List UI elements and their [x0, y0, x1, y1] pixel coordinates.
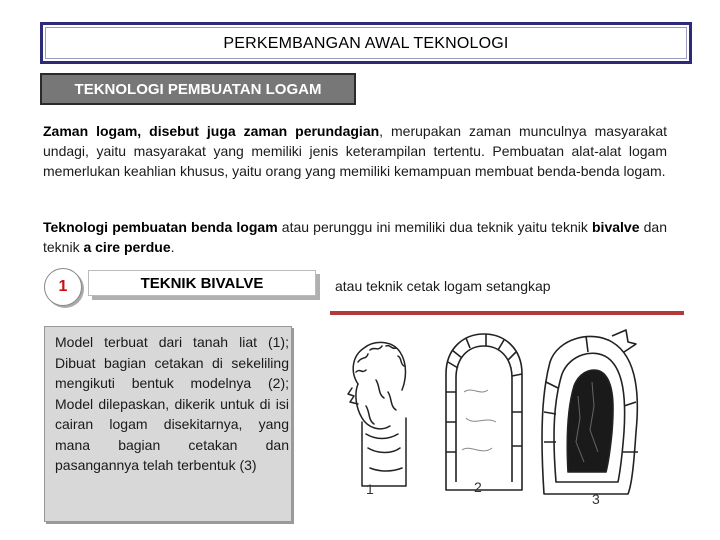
intro-lead: Zaman logam, disebut juga zaman perundagian	[43, 123, 380, 139]
title-box	[40, 22, 692, 64]
process-text: Model terbuat dari tanah liat (1); Dibuat bagian cetakan di sekeliling mengikuti bentuk modelnya (2); Model dilepaskan, dikerik untuk di isi cairan logam disekitarnya, yang mana bagian cetakan dan pasangannya telah terbentuk (3)	[55, 334, 289, 473]
technique-text-end: .	[170, 239, 175, 255]
figure-label-1: 1	[366, 481, 374, 497]
number-badge	[44, 268, 82, 306]
divider-line	[330, 311, 684, 315]
mold-half-figure	[446, 334, 522, 490]
bivalve-illustration	[336, 322, 682, 516]
figure-label-3: 3	[592, 491, 600, 507]
section-subtitle: TEKNOLOGI PEMBUATAN LOGAM	[74, 81, 322, 98]
technique-text-2: dan teknik	[43, 219, 667, 255]
mold-assembled-figure	[542, 330, 638, 494]
technique-heading: TEKNIK BIVALVE	[140, 275, 264, 292]
technique-paragraph	[43, 217, 667, 257]
badge-number: 1	[58, 278, 68, 295]
technique-lead: Teknologi pembuatan benda logam	[43, 219, 278, 235]
intro-rest: , merupakan zaman munculnya masyarakat undagi, yaitu masyarakat yang memiliki jenis keterampilan tertentu. Pembuatan alat-alat logam memerlukan keahlian khusus, yaitu orang yang memiliki kemampuan membuat benda-benda logam.	[43, 123, 668, 179]
technique-description: atau teknik cetak logam setangkap	[335, 278, 551, 294]
term-a-cire-perdue: a cire perdue	[83, 239, 171, 255]
page-title: PERKEMBANGAN AWAL TEKNOLOGI	[223, 35, 509, 52]
clay-model-figure	[348, 342, 406, 486]
process-box	[44, 326, 292, 522]
figure-label-2: 2	[474, 479, 482, 495]
intro-paragraph	[43, 121, 667, 181]
technique-heading-box	[88, 270, 316, 296]
term-bivalve: bivalve	[592, 219, 640, 235]
technique-text-1: atau perunggu ini memiliki dua teknik yaitu teknik	[277, 219, 592, 235]
subtitle-box	[40, 73, 356, 105]
